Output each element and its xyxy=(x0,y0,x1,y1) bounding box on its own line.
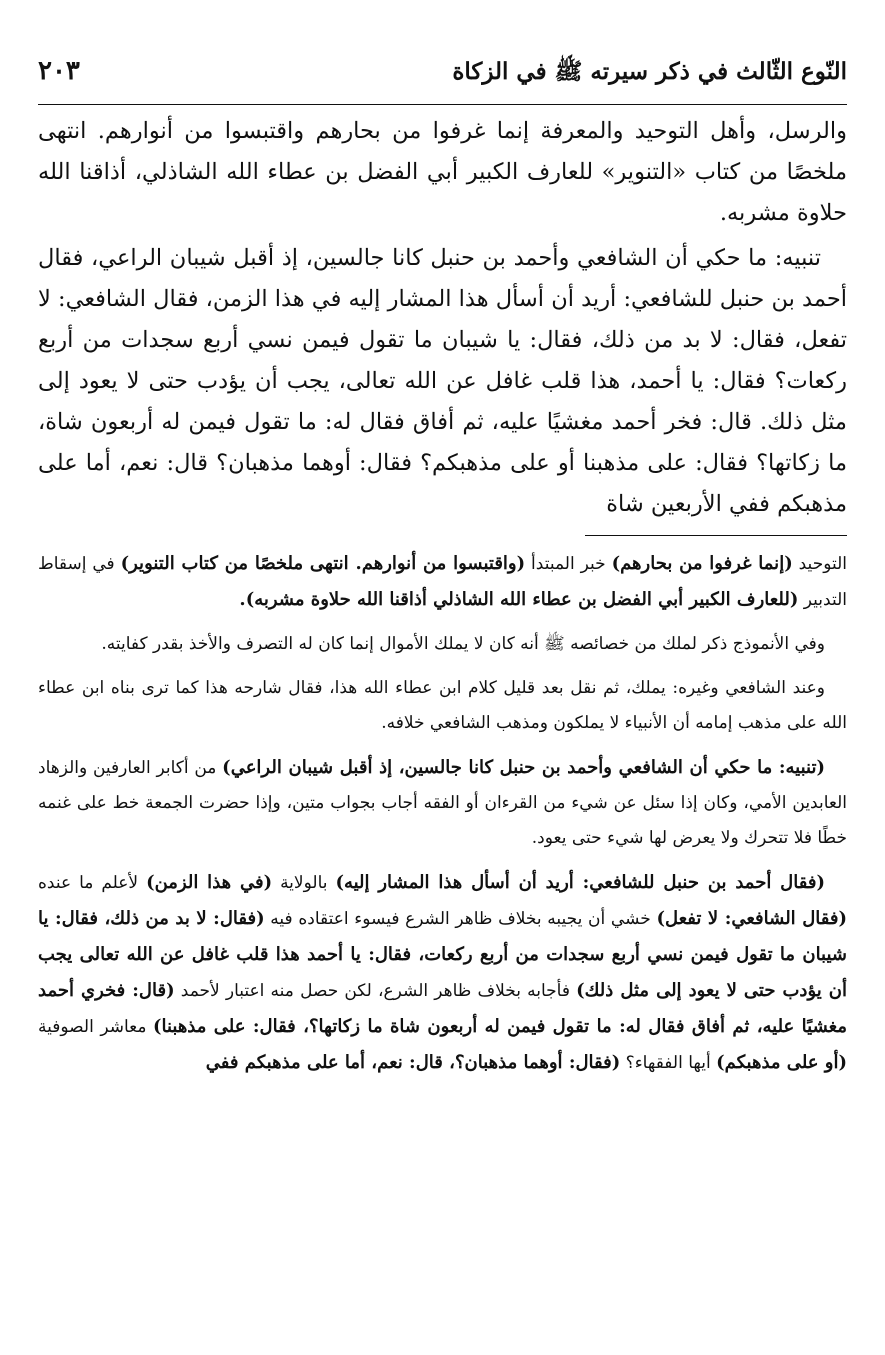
commentary-text: من أكابر العارفين والزهاد العابدين الأمي، وكان إذا سئل عن شيء من القرءان أو الفقه أجاب بجواب متين، وإذا حضرت الجمعة خط على غنمه خطًا فلا تتحرك ولا يعرض لها شيء حتى يعود. xyxy=(38,758,847,848)
commentary-paragraph-5 xyxy=(38,865,847,1081)
commentary-paragraph-4 xyxy=(38,750,847,856)
commentary-text: أيها الفقهاء؟ xyxy=(620,1053,717,1073)
page-number: ٢٠٣ xyxy=(38,56,80,86)
header-rule xyxy=(38,104,847,105)
quoted-text: (قال: فخري أحمد مغشيًا عليه، ثم أفاق فقال له: ما تقول فيمن له أربعون شاة ما زكاتها؟، فقال: على مذهبنا) xyxy=(38,980,847,1037)
footnote-separator xyxy=(585,535,847,536)
commentary-text: خشي أن يجيبه بخلاف ظاهر الشرع فيسوء اعتقاده فيه xyxy=(264,909,657,929)
commentary-text: وفي الأنموذج ذكر لملك من خصائصه ﷺ أنه كان لا يملك الأموال إنما كان له التصرف والأخذ بقدر كفايته. xyxy=(101,634,825,654)
main-paragraph-1: والرسل، وأهل التوحيد والمعرفة إنما غرفوا من بحارهم واقتبسوا من أنوارهم. انتهى ملخصًا من كتاب «التنوير» للعارف الكبير أبي الفضل بن عطاء الله الشاذلي، أذاقنا الله حلاوة مشربه. xyxy=(38,118,847,226)
commentary-text: فأجابه بخلاف ظاهر الشرع، لكن حصل منه اعتبار لأحمد xyxy=(174,981,577,1001)
commentary-paragraph-1 xyxy=(38,546,847,618)
commentary-paragraph-2 xyxy=(38,627,847,662)
book-page xyxy=(38,52,847,1342)
commentary-text: لأعلم ما عنده xyxy=(38,873,147,893)
page-header xyxy=(38,52,847,104)
quoted-text: (فقال أحمد بن حنبل للشافعي: أريد أن أسأل هذا المشار إليه) xyxy=(335,872,825,893)
quoted-text: (فقال الشافعي: لا تفعل) xyxy=(656,908,848,929)
commentary-text: التوحيد xyxy=(792,554,848,574)
quoted-text: (تنبيه: ما حكي أن الشافعي وأحمد بن حنبل كانا جالسين، إذ أقبل شيبان الراعي) xyxy=(222,757,826,778)
commentary-text: خبر المبتدأ xyxy=(525,554,612,574)
running-title: النّوع الثّالث في ذكر سيرته ﷺ في الزكاة xyxy=(452,58,847,85)
quoted-text: (واقتبسوا من أنوارهم. انتهى ملخصًا من كتاب التنوير) xyxy=(120,553,526,574)
commentary-text: بالولاية xyxy=(272,873,336,893)
quoted-text: (إنما غرفوا من بحارهم) xyxy=(611,553,793,574)
commentary-text: في إسقاط التدبير xyxy=(38,554,847,610)
main-paragraph-2: تنبيه: ما حكي أن الشافعي وأحمد بن حنبل كانا جالسين، إذ أقبل شيبان الراعي، فقال أحمد بن حنبل للشافعي: أريد أن أسأل هذا المشار إليه في هذا الزمن، فقال الشافعي: لا تفعل، فقال: لا بد من ذلك، فقال: يا شيبان ما تقول فيمن نسي أربع سجدات من أربع ركعات؟ فقال: يا أحمد، هذا قلب غافل عن الله تعالى، يجب أن يؤدب حتى لا يعود إلى مثل ذلك. قال: فخر أحمد مغشيًا عليه، ثم أفاق فقال له: ما تقول فيمن له أربعون شاة، ما زكاتها؟ فقال: على مذهبنا أو على مذهبكم؟ فقال: أوهما مذهبان؟ قال: نعم، أما على مذهبكم ففي الأربعين شاة xyxy=(38,245,847,517)
quoted-text: (أو على مذهبكم) xyxy=(716,1052,847,1073)
commentary-paragraph-3 xyxy=(38,671,847,741)
commentary-text: وعند الشافعي وغيره: يملك، ثم نقل بعد قليل كلام ابن عطاء الله هذا، فقال شارحه هذا كما ترى بناه ابن عطاء الله على مذهب إمامه أن الأنبياء لا يملكون ومذهب الشافعي خلافه. xyxy=(38,678,847,733)
main-text xyxy=(38,111,847,525)
commentary xyxy=(38,546,847,1081)
quoted-text: (فقال: أوهما مذهبان؟، قال: نعم، أما على مذهبكم ففي xyxy=(205,1052,621,1073)
quoted-text: (في هذا الزمن) xyxy=(146,872,273,893)
quoted-text: (فقال: لا بد من ذلك، فقال: يا شيبان ما تقول فيمن نسي أربع سجدات من أربع ركعات، فقال: يا أحمد هذا قلب غافل عن الله تعالى يجب أن يؤدب حتى لا يعود إلى مثل ذلك) xyxy=(38,908,847,1001)
commentary-text: معاشر الصوفية xyxy=(38,1017,153,1037)
quoted-text: (للعارف الكبير أبي الفضل بن عطاء الله الشاذلي أذاقنا الله حلاوة مشربه). xyxy=(239,589,799,610)
